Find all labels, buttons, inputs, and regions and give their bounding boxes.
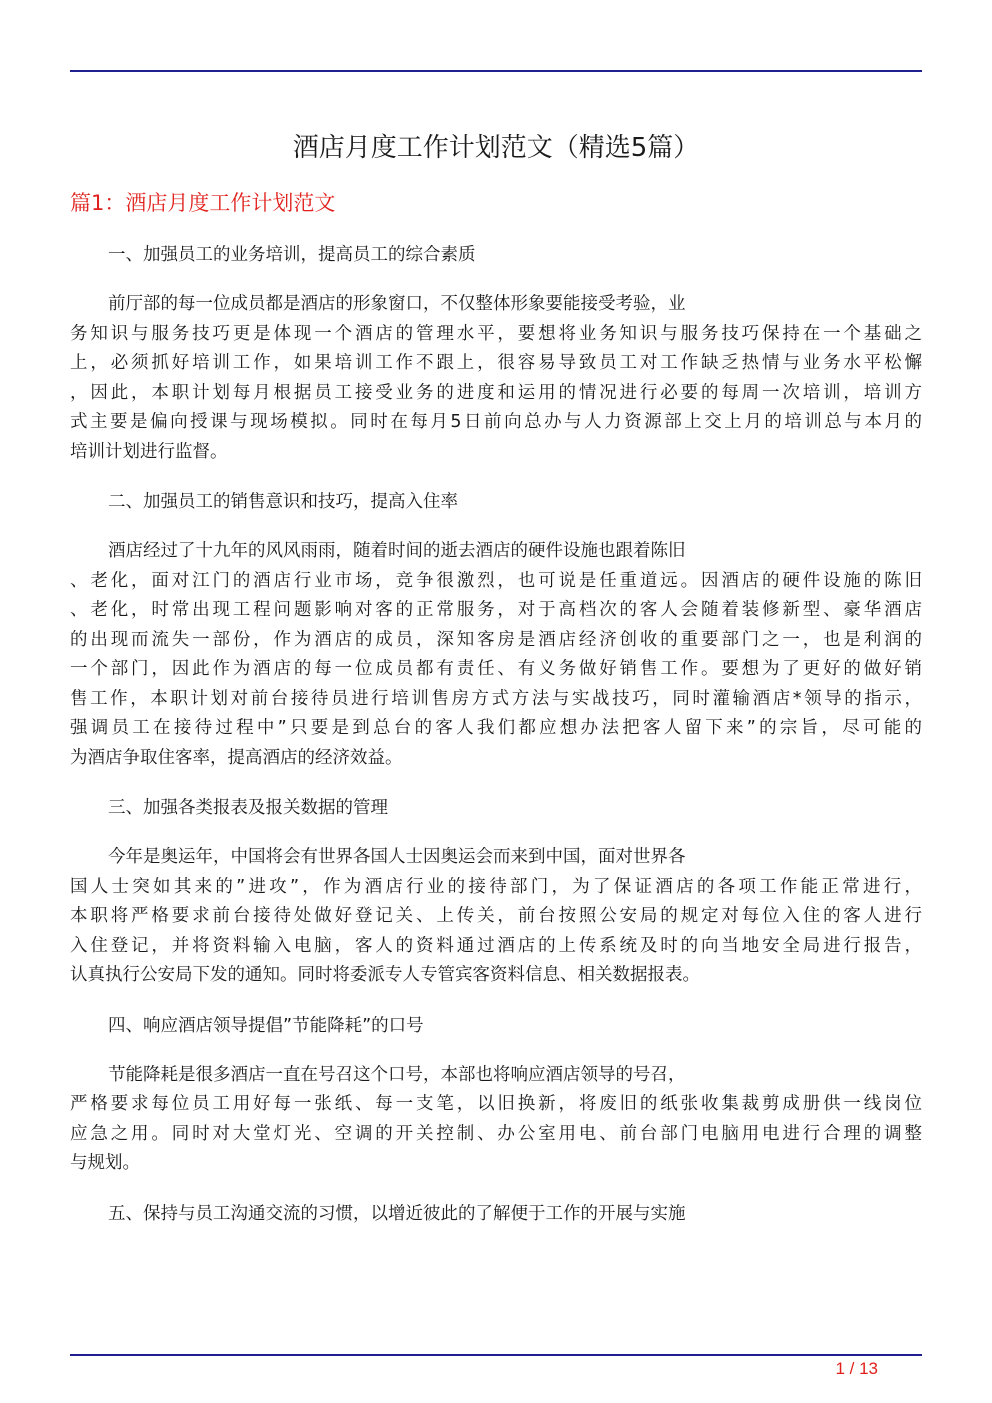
paragraph-line: 应急之用。同时对大堂灯光、空调的开关控制、办公室用电、前台部门电脑用电进行合理的调整 (70, 1123, 922, 1144)
paragraph-line: 入住登记，并将资料输入电脑，客人的资料通过酒店的上传系统及时的向当地安全局进行报告， (70, 935, 922, 956)
paragraph-line: 、老化，时常出现工程问题影响对客的正常服务，对于高档次的客人会随着装修新型、豪华酒店 (70, 600, 922, 620)
page-number: 1 / 13 (835, 1359, 878, 1378)
paragraph-line: 与规划。 (70, 1153, 140, 1173)
paragraph-line: 本职将严格要求前台接待处做好登记关、上传关，前台按照公安局的规定对每位入住的客人进行 (70, 906, 922, 926)
paragraph-line: 售工作，本职计划对前台接待员进行培训售房方式方法与实战技巧，同时灌输酒店*领导的指示， (70, 688, 922, 709)
paragraph-line: 今年是奥运年，中国将会有世界各国人士因奥运会而来到中国，面对世界各 (108, 847, 686, 867)
subsection-heading: 五、保持与员工沟通交流的习惯，以增近彼此的了解便于工作的开展与实施 (108, 1203, 686, 1224)
paragraph-line: 务知识与服务技巧更是体现一个酒店的管理水平，要想将业务知识与服务技巧保持在一个基础之 (70, 323, 922, 344)
section-heading: 篇1：酒店月度工作计划范文 (70, 191, 336, 215)
paragraph-line: 严格要求每位员工用好每一张纸、每一支笔，以旧换新，将废旧的纸张收集裁剪成册供一线岗位 (70, 1094, 922, 1114)
paragraph-line: 一个部门，因此作为酒店的每一位成员都有责任、有义务做好销售工作。要想为了更好的做好销 (70, 659, 922, 679)
spacer (70, 1041, 922, 1061)
paragraph-line: 上，必须抓好培训工作，如果培训工作不跟上，很容易导致员工对工作缺乏热情与业务水平松懈 (70, 353, 922, 373)
paragraph-line: 的出现而流失一部份，作为酒店的成员，深知客房是酒店经济创收的重要部门之一，也是利润的 (70, 629, 922, 650)
paragraph-line: 为酒店争取住客率，提高酒店的经济效益。 (70, 747, 403, 768)
footer-rule (70, 1354, 922, 1356)
paragraph-line: 培训计划进行监督。 (70, 441, 228, 462)
spacer (70, 991, 922, 1011)
spacer (70, 467, 922, 487)
subsection-heading: 四、响应酒店领导提倡”节能降耗”的口号 (108, 1015, 424, 1036)
spacer (70, 517, 922, 537)
document-title: 酒店月度工作计划范文（精选5篇） (292, 133, 700, 163)
spacer (70, 270, 922, 290)
paragraph-line: 前厅部的每一位成员都是酒店的形象窗口，不仅整体形象要能接受考验，业 (108, 294, 686, 314)
paragraph (70, 1061, 922, 1179)
paragraph-line: 、老化，面对江门的酒店行业市场，竞争很激烈，也可说是任重道远。因酒店的硬件设施的陈旧 (70, 570, 922, 591)
paragraph (70, 843, 922, 991)
paragraph-line: 国人士突如其来的”进攻”，作为酒店行业的接待部门，为了保证酒店的各项工作能正常进行， (70, 876, 922, 897)
subsection-heading: 三、加强各类报表及报关数据的管理 (108, 798, 388, 818)
paragraph-line: 认真执行公安局下发的通知。同时将委派专人专管宾客资料信息、相关数据报表。 (70, 965, 700, 985)
paragraph-line: 强调员工在接待过程中”只要是到总台的客人我们都应想办法把客人留下来”的宗旨，尽可能的 (70, 718, 922, 738)
spacer (70, 823, 922, 843)
paragraph (70, 537, 922, 773)
paragraph (70, 290, 922, 467)
header-rule (70, 70, 922, 72)
paragraph-line: 式主要是偏向授课与现场模拟。同时在每月5日前向总办与人力资源部上交上月的培训总与本月的 (70, 412, 922, 432)
document-body (70, 240, 922, 1229)
subsection-heading: 二、加强员工的销售意识和技巧，提高入住率 (108, 492, 458, 512)
paragraph-line: 节能降耗是很多酒店一直在号召这个口号，本部也将响应酒店领导的号召， (108, 1064, 686, 1085)
spacer (70, 773, 922, 793)
spacer (70, 1179, 922, 1199)
paragraph-line: ，因此，本职计划每月根据员工接受业务的进度和运用的情况进行必要的每周一次培训，培训方 (70, 382, 922, 403)
paragraph-line: 酒店经过了十九年的风风雨雨，随着时间的逝去酒店的硬件设施也跟着陈旧 (108, 541, 686, 561)
subsection-heading: 一、加强员工的业务培训，提高员工的综合素质 (108, 245, 476, 265)
